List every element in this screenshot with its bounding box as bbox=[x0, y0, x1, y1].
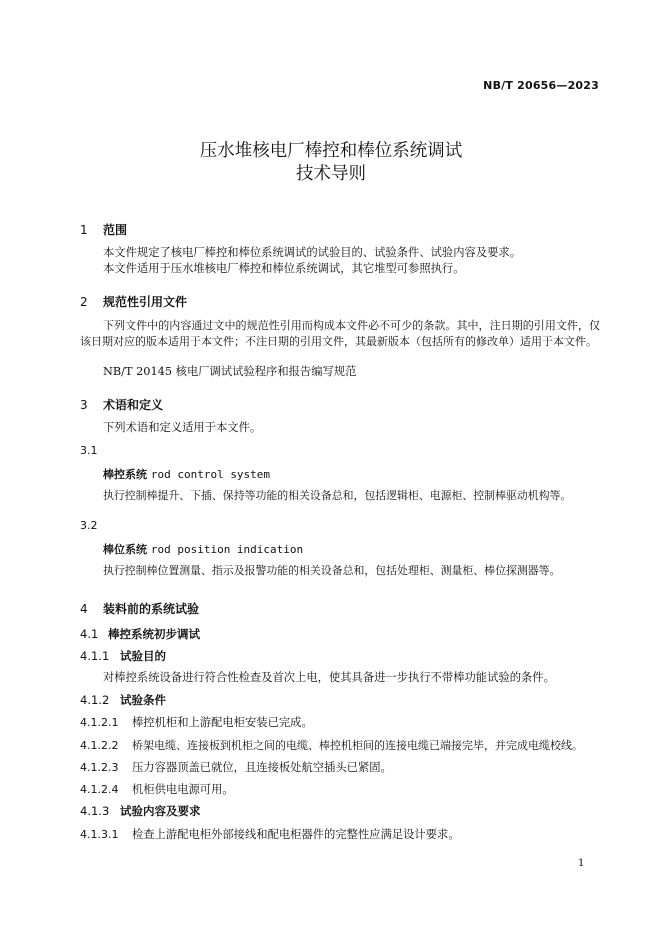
section-title: 规范性引用文件 bbox=[103, 295, 188, 309]
section-title: 术语和定义 bbox=[103, 398, 164, 412]
section-title: 棒控系统初步调试 bbox=[108, 627, 200, 641]
item-text: 检查上游配电柜外部接线和配电柜器件的完整性应满足设计要求。 bbox=[132, 828, 460, 841]
item-text: 压力容器顶盖已就位，且连接板处航空插头已紧固。 bbox=[132, 761, 392, 774]
section-number: 4.1.3 bbox=[80, 804, 110, 818]
item-number: 4.1.2.2 bbox=[80, 739, 119, 752]
term-en: rod position indication bbox=[150, 543, 304, 556]
section-number: 4 bbox=[80, 602, 88, 616]
term-zh: 棒位系统 bbox=[103, 543, 147, 556]
section-1-paragraph-2: 本文件适用于压水堆核电厂棒控和棒位系统调试，其它堆型可参照执行。 bbox=[103, 262, 465, 275]
term-3-1 bbox=[103, 466, 270, 482]
section-4-1-3-heading bbox=[80, 803, 201, 819]
section-title: 范围 bbox=[103, 223, 128, 237]
term-zh: 棒控系统 bbox=[103, 468, 147, 481]
section-title: 装料前的系统试验 bbox=[103, 602, 200, 616]
term-3-1-number: 3.1 bbox=[80, 444, 98, 457]
item-text: 棒控机柜和上游配电柜安装已完成。 bbox=[132, 716, 313, 729]
section-3-paragraph-1: 下列术语和定义适用于本文件。 bbox=[103, 421, 262, 434]
standard-code: NB/T 20656—2023 bbox=[483, 79, 599, 92]
item-number: 4.1.2.3 bbox=[80, 761, 119, 774]
section-title: 试验条件 bbox=[120, 693, 166, 707]
section-number: 2 bbox=[80, 295, 88, 309]
section-4-1-1-heading bbox=[80, 648, 166, 664]
document-title-line1: 压水堆核电厂棒控和棒位系统调试 bbox=[199, 141, 463, 161]
list-item bbox=[80, 781, 234, 797]
item-number: 4.1.3.1 bbox=[80, 828, 119, 841]
term-3-2 bbox=[103, 541, 303, 557]
section-2-paragraph-1: 下列文件中的内容通过文中的规范性引用而构成本文件必不可少的条款。其中，注日期的引用文件，仅该日期对应的版本适用于本文件；不注日期的引用文件，其最新版本（包括所有的修改单）适用于本文件。 bbox=[80, 319, 600, 348]
term-3-2-number: 3.2 bbox=[80, 519, 98, 532]
normative-reference: NB/T 20145 核电厂调试试验程序和报告编写规范 bbox=[103, 365, 357, 378]
section-number: 4.1.1 bbox=[80, 649, 110, 663]
section-number: 4.1 bbox=[80, 627, 99, 641]
section-number: 1 bbox=[80, 223, 88, 237]
section-4-heading bbox=[80, 600, 199, 617]
section-4-1-1-paragraph: 对棒控系统设备进行符合性检查及首次上电，使其具备进一步执行不带棒功能试验的条件。 bbox=[103, 671, 555, 684]
section-3-heading bbox=[80, 396, 163, 413]
section-4-1-heading bbox=[80, 626, 200, 642]
section-4-1-2-heading bbox=[80, 692, 166, 708]
term-3-2-definition: 执行控制棒位置测量、指示及报警功能的相关设备总和，包括处理柜、测量柜、棒位探测器等。 bbox=[103, 564, 561, 577]
item-text: 桥架电缆、连接板到机柜之间的电缆、棒控机柜间的连接电缆已端接完毕，并完成电缆校线。 bbox=[132, 739, 583, 752]
item-number: 4.1.2.4 bbox=[80, 783, 119, 796]
section-2-heading bbox=[80, 293, 187, 310]
item-number: 4.1.2.1 bbox=[80, 716, 119, 729]
page-number: 1 bbox=[578, 858, 585, 869]
section-title: 试验内容及要求 bbox=[120, 804, 201, 818]
list-item bbox=[80, 714, 313, 730]
section-1-paragraph-1: 本文件规定了核电厂棒控和棒位系统调试的试验目的、试验条件、试验内容及要求。 bbox=[103, 246, 521, 259]
section-number: 3 bbox=[80, 398, 88, 412]
list-item bbox=[80, 737, 583, 753]
list-item bbox=[80, 759, 392, 775]
list-item bbox=[80, 826, 460, 842]
item-text: 机柜供电电源可用。 bbox=[132, 783, 234, 796]
section-number: 4.1.2 bbox=[80, 693, 110, 707]
section-title: 试验目的 bbox=[120, 649, 166, 663]
term-en: rod control system bbox=[150, 468, 271, 481]
term-3-1-definition: 执行控制棒提升、下插、保持等功能的相关设备总和，包括逻辑柜、电源柜、控制棒驱动机构等。 bbox=[103, 489, 572, 502]
document-title-line2: 技术导则 bbox=[296, 164, 366, 184]
section-1-heading bbox=[80, 221, 127, 238]
